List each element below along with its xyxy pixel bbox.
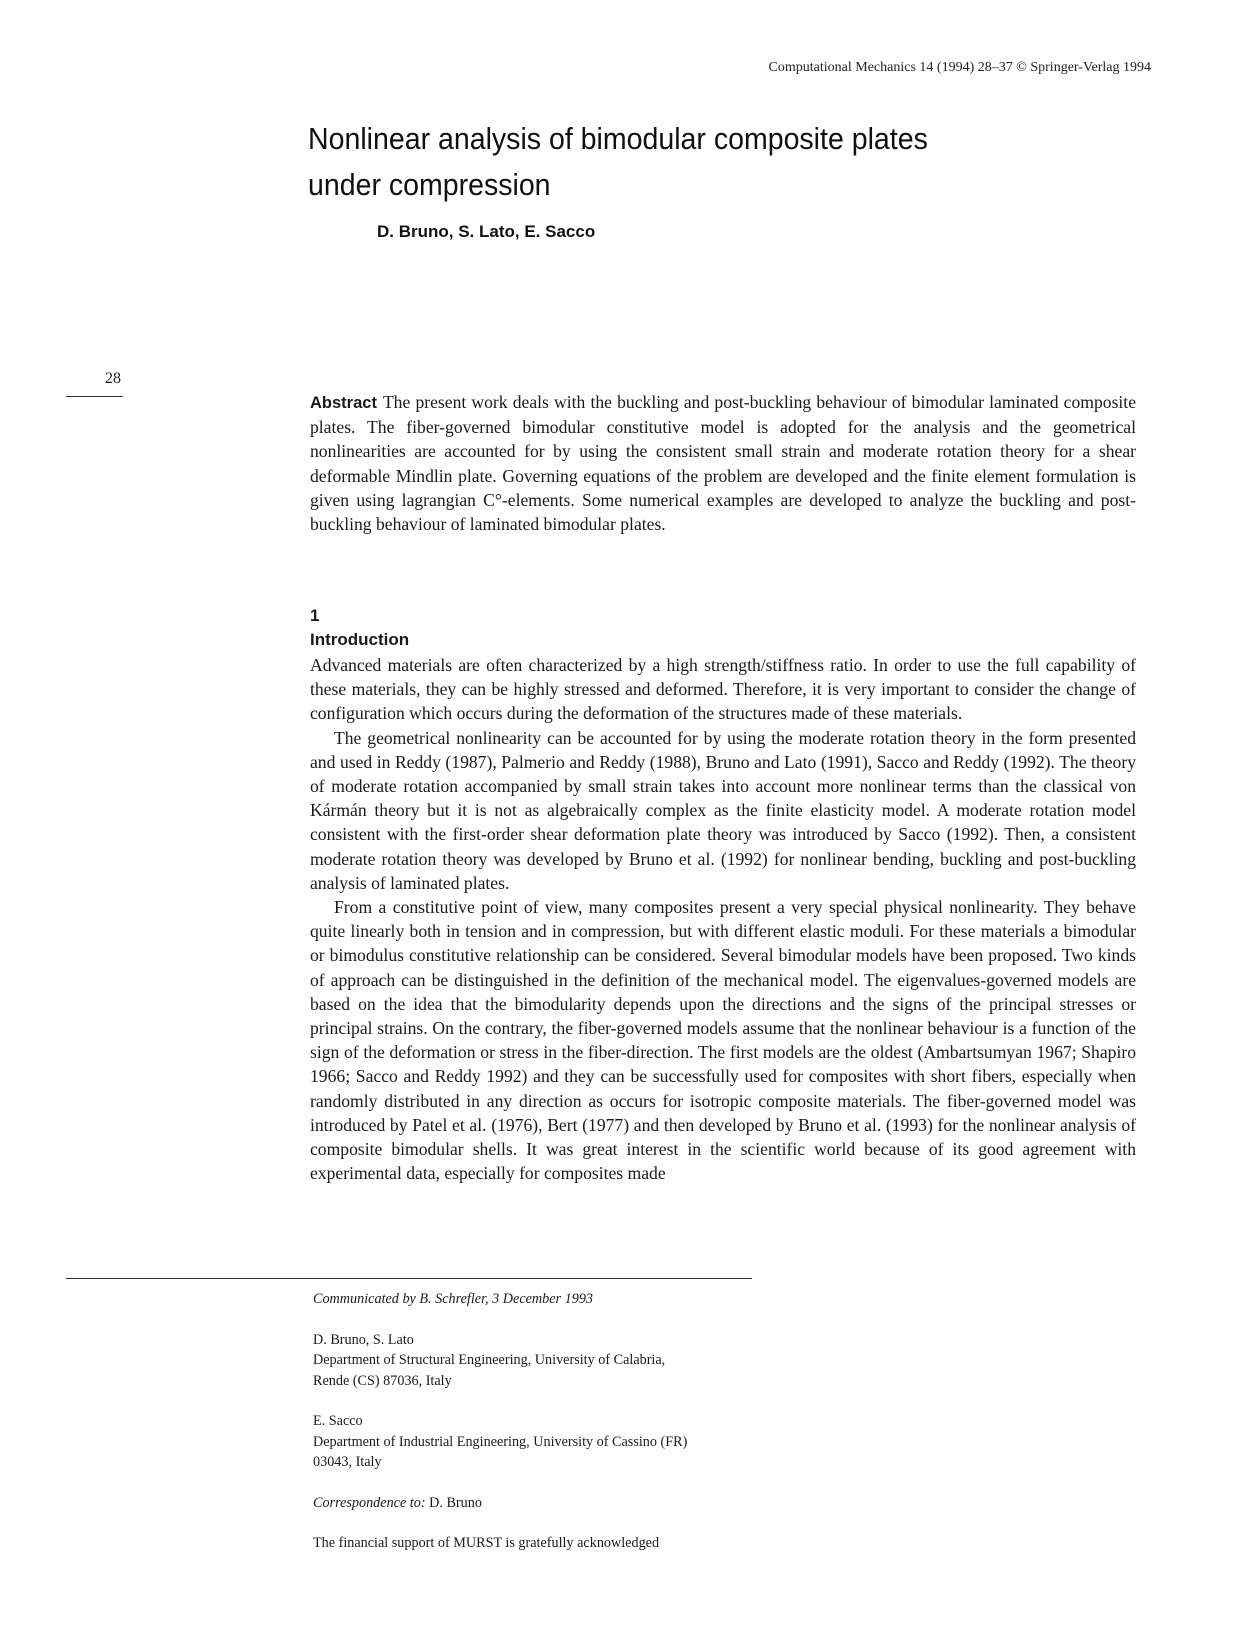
footnote-rule <box>66 1278 752 1279</box>
affiliation-2-city: 03043, Italy <box>313 1454 382 1470</box>
funding-note: The financial support of MURST is gratefully acknowledged <box>313 1535 660 1551</box>
affiliation-1-city: Rende (CS) 87036, Italy <box>313 1372 452 1389</box>
body-paragraph: The geometrical nonlinearity can be accounted for by using the moderate rotation theory in the form presented and used in Reddy (1987), Palmerio and Reddy (1988), Bruno and Lato (1991), Sacco and Reddy (1992). The theory of moderate rotation accompanied by small strain takes into account more nonlinear terms than the classical von Kármán theory but it is not as algebraically complex as the finite elasticity model. A moderate rotation model consistent with the first-order shear deformation plate theory was introduced by Sacco (1992). Then, a consistent moderate rotation theory was developed by Bruno et al. (1992) for nonlinear bending, buckling and post-buckling analysis of laminated plates. <box>310 727 1136 893</box>
section-number: 1 <box>310 606 320 625</box>
correspondence-name: D. Bruno <box>429 1494 482 1511</box>
journal-citation: Computational Mechanics 14 (1994) 28–37 © Springer-Verlag 1994 <box>768 60 1151 75</box>
correspondence-label: Correspondence to: <box>313 1494 426 1511</box>
page-number-rule <box>66 396 123 397</box>
footnotes <box>313 1289 757 1554</box>
paper-title <box>308 116 1007 208</box>
paper-authors: D. Bruno, S. Lato, E. Sacco <box>377 222 596 241</box>
abstract-text: The present work deals with the buckling and post-buckling behaviour of bimodular laminated composite plates. The fiber-governed bimodular constitutive model is adopted for the analysis and the geometrical nonlinearities are accounted for by using the consistent small strain and moderate rotation theory for a shear deformable Mindlin plate. Governing equations of the problem are developed and the finite element formulation is given using lagrangian C°-elements. Some numerical examples are developed to analyze the buckling and post-buckling behaviour of laminated bimodular plates. <box>310 392 1136 535</box>
body-paragraph: From a constitutive point of view, many composites present a very special physical nonlinearity. They behave quite linearly both in tension and in compression, but with different elastic moduli. For these materials a bimodular or bimodulus constitutive relationship can be considered. Several bimodular models have been proposed. Two kinds of approach can be distinguished in the definition of the mechanical model. The eigenvalues-governed models are based on the idea that the bimodularity depends upon the directions and the signs of the principal stresses or principal strains. On the contrary, the fiber-governed models assume that the nonlinear behaviour is a function of the sign of the deformation or stress in the fiber-direction. The first models are the oldest (Ambartsumyan 1967; Shapiro 1966; Sacco and Reddy 1992) and they can be successfully used for composites with short fibers, especially when randomly distributed in any direction as occurs for isotropic composite materials. The fiber-governed model was introduced by Patel et al. (1976), Bert (1977) and then developed by Bruno et al. (1993) for the nonlinear analysis of composite bimodular shells. It was great interest in the scientific world because of its good agreement with experimental data, especially for composites made <box>310 897 1136 1184</box>
spacer <box>313 1391 757 1411</box>
body-paragraph: Advanced materials are often characterized by a high strength/stiffness ratio. In order to use the full capability of these materials, they can be highly stressed and deformed. Therefore, it is very important to consider the change of configuration which occurs during the deformation of the structures made of these materials. <box>310 655 1136 724</box>
affiliation-1 <box>313 1330 757 1392</box>
section-body <box>310 653 1136 1185</box>
affiliation-2 <box>313 1411 757 1473</box>
section-title: Introduction <box>310 630 410 649</box>
affiliation-2-names: E. Sacco <box>313 1413 363 1429</box>
abstract <box>310 390 1136 536</box>
page-number: 28 <box>105 370 121 387</box>
paper-title-line-1: Nonlinear analysis of bimodular composite plates <box>308 121 928 156</box>
abstract-label: Abstract <box>310 394 377 412</box>
affiliation-2-department: Department of Industrial Engineering, University of Cassino (FR) <box>313 1433 688 1450</box>
affiliation-1-names: D. Bruno, S. Lato <box>313 1331 414 1348</box>
affiliation-1-department: Department of Structural Engineering, University of Calabria, <box>313 1352 666 1368</box>
communicated-by: Communicated by B. Schrefler, 3 December 1993 <box>313 1291 594 1307</box>
paper-title-line-2: under compression <box>308 167 551 202</box>
spacer <box>313 1473 757 1493</box>
correspondence <box>313 1493 757 1514</box>
